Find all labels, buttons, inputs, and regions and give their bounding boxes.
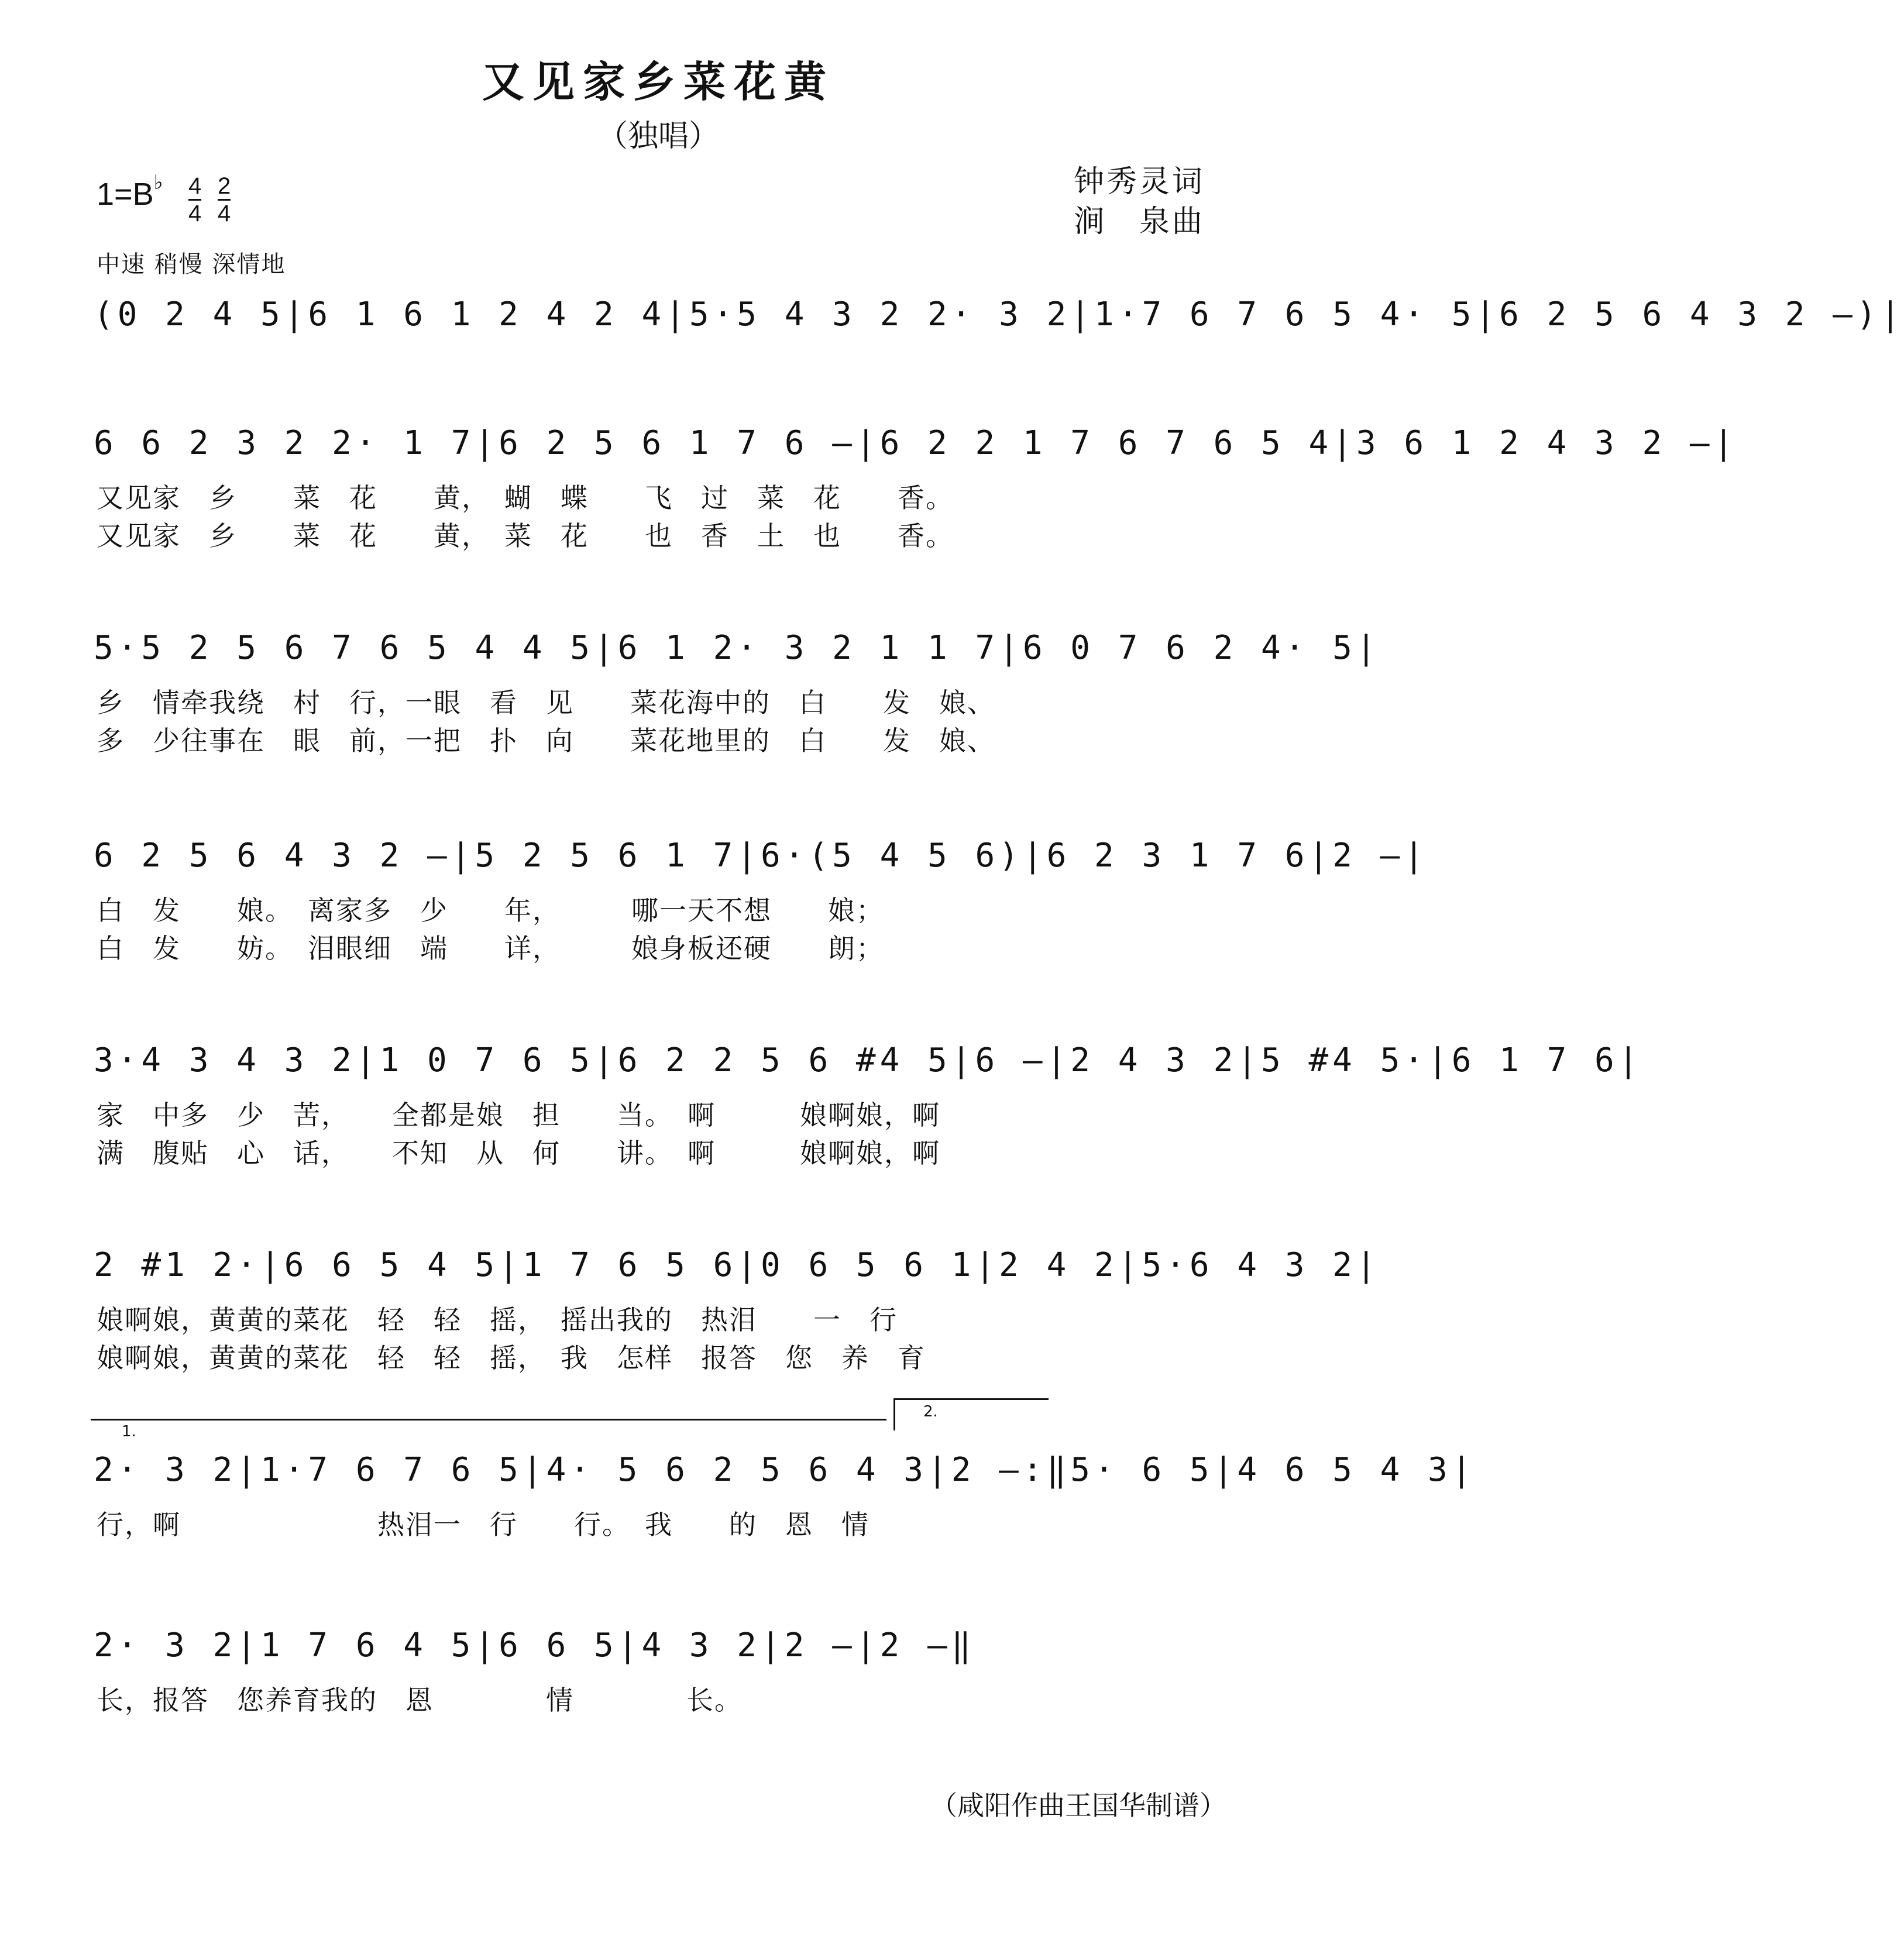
flat-sign: ♭ bbox=[153, 171, 163, 194]
page-title: 又见家乡菜花黄 bbox=[482, 57, 834, 106]
tempo-marking: 中速 稍慢 深情地 bbox=[97, 251, 286, 278]
lyric-line-3-verse-1: 白 发 娘。 离家多 少 年， 哪一天不想 娘； bbox=[97, 895, 884, 926]
volta-2-label: 2. bbox=[923, 1403, 938, 1420]
volta-2-bracket-start bbox=[893, 1398, 895, 1430]
lyric-line-3-verse-2: 白 发 妨。 泪眼细 端 详， 娘身板还硬 朗； bbox=[97, 933, 884, 964]
lyric-line-5-verse-2: 娘啊娘，黄黄的菜花 轻 轻 摇， 我 怎样 报答 您 养 育 bbox=[97, 1342, 926, 1374]
notation-line-intro: (0 2 4 5|6 1 6 1 2 4 2 4|5·5 4 3 2 2· 3 2|1·7 6 7 6 5 4· 5|6 2 5 6 4 3 2 —)| bbox=[94, 295, 1904, 333]
notation-line-2: 5·5 2 5 6 7 6 5 4 4 5|6 1 2· 3 2 1 1 7|6 0 7 6 2 4· 5| bbox=[94, 629, 1380, 667]
lyric-line-2-verse-1: 乡 情牵我绕 村 行，一眼 看 见 菜花海中的 白 发 娘、 bbox=[97, 687, 995, 718]
notation-line-4: 3·4 3 4 3 2|1 0 7 6 5|6 2 2 5 6 #4 5|6 —|2 4 3 2|5 #4 5·|6 1 7 6| bbox=[94, 1041, 1642, 1079]
lyric-line-6: 行，啊 热泪一 行 行。 我 的 恩 情 bbox=[97, 1509, 869, 1540]
meter-a-bottom: 4 bbox=[188, 199, 201, 226]
lyric-line-4-verse-1: 家 中多 少 苦， 全都是娘 担 当。 啊 娘啊娘，啊 bbox=[97, 1099, 940, 1131]
time-signature-b bbox=[218, 173, 231, 226]
volta-1-bracket bbox=[91, 1419, 886, 1420]
lyric-line-7: 长，报答 您养育我的 恩 情 长。 bbox=[97, 1684, 743, 1716]
meter-b-bottom: 4 bbox=[218, 199, 231, 226]
lyric-line-1-verse-1: 又见家 乡 菜 花 黄， 蝴 蝶 飞 过 菜 花 香。 bbox=[97, 482, 954, 514]
key-text: 1=B bbox=[97, 177, 154, 212]
notation-line-1: 6 6 2 3 2 2· 1 7|6 2 5 6 1 7 6 —|6 2 2 1 7 6 7 6 5 4|3 6 1 2 4 3 2 —| bbox=[94, 424, 1738, 462]
meter-a-top: 4 bbox=[188, 173, 202, 199]
notation-line-6: 2· 3 2|1·7 6 7 6 5|4· 5 6 2 5 6 4 3|2 —:‖5· 6 5|4 6 5 4 3| bbox=[94, 1451, 1476, 1489]
notation-line-3: 6 2 5 6 4 3 2 —|5 2 5 6 1 7|6·(5 4 5 6)|6 2 3 1 7 6|2 —| bbox=[94, 837, 1428, 875]
lyric-line-1-verse-2: 又见家 乡 菜 花 黄， 菜 花 也 香 土 也 香。 bbox=[97, 520, 954, 552]
meter-b-top: 2 bbox=[218, 173, 231, 199]
volta-1-label: 1. bbox=[122, 1423, 136, 1440]
lyric-line-2-verse-2: 多 少往事在 眼 前，一把 扑 向 菜花地里的 白 发 娘、 bbox=[97, 725, 995, 756]
composer-credit: 涧 泉曲 bbox=[1074, 204, 1205, 239]
time-signature-a bbox=[188, 173, 201, 226]
key-signature bbox=[97, 171, 163, 212]
transcriber-credit: （咸阳作曲王国华制谱） bbox=[930, 1790, 1226, 1821]
lyricist-credit: 钟秀灵词 bbox=[1074, 164, 1205, 200]
notation-line-7: 2· 3 2|1 7 6 4 5|6 6 5|4 3 2|2 —|2 —‖ bbox=[94, 1626, 975, 1664]
lyric-line-5-verse-1: 娘啊娘，黄黄的菜花 轻 轻 摇， 摇出我的 热泪 一 行 bbox=[97, 1304, 898, 1336]
volta-2-bracket bbox=[893, 1398, 1049, 1400]
notation-line-5: 2 #1 2·|6 6 5 4 5|1 7 6 5 6|0 6 5 6 1|2 4 2|5·6 4 3 2| bbox=[94, 1246, 1380, 1284]
page-subtitle: （独唱） bbox=[597, 119, 719, 154]
lyric-line-4-verse-2: 满 腹贴 心 话， 不知 从 何 讲。 啊 娘啊娘，啊 bbox=[97, 1137, 940, 1169]
